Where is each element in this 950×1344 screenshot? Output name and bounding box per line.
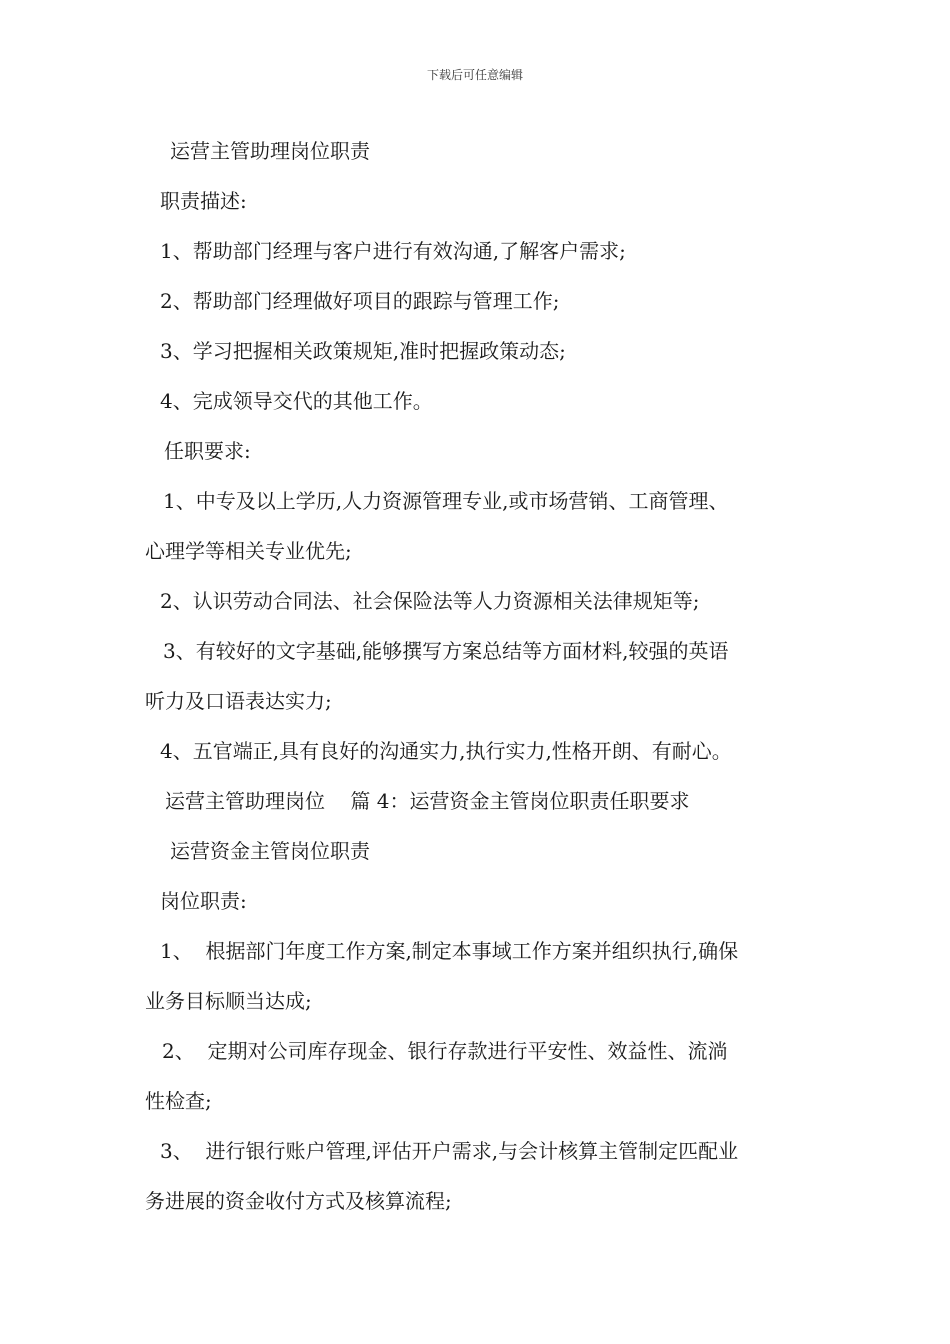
section-divider-line: 运营主管助理岗位 篇 4：运营资金主管岗位职责任职要求 <box>165 789 690 813</box>
subheading: 任职要求: <box>164 439 251 463</box>
list-item: 1、 根据部门年度工作方案,制定本事域工作方案并组织执行,确保 <box>160 939 739 963</box>
list-item-continuation: 听力及口语表达实力; <box>145 689 332 713</box>
list-item-continuation: 心理学等相关专业优先; <box>145 539 352 563</box>
list-item-continuation: 性检查; <box>145 1089 212 1113</box>
subheading: 职责描述: <box>160 189 247 213</box>
page-header: 下载后可任意编辑 <box>426 68 523 82</box>
list-item: 3、有较好的文字基础,能够撰写方案总结等方面材料,较强的英语 <box>163 639 729 663</box>
section-title: 运营资金主管岗位职责 <box>170 839 370 863</box>
list-item: 2、 定期对公司库存现金、银行存款进行平安性、效益性、流淌 <box>162 1039 728 1063</box>
list-item: 3、学习把握相关政策规矩,准时把握政策动态; <box>160 339 566 363</box>
section-title: 运营主管助理岗位职责 <box>170 139 370 163</box>
list-item: 3、 进行银行账户管理,评估开户需求,与会计核算主管制定匹配业 <box>160 1139 739 1163</box>
list-item: 4、五官端正,具有良好的沟通实力,执行实力,性格开朗、有耐心。 <box>160 739 732 763</box>
list-item-continuation: 务进展的资金收付方式及核算流程; <box>145 1189 452 1213</box>
list-item-continuation: 业务目标顺当达成; <box>145 989 312 1013</box>
list-item: 2、认识劳动合同法、社会保险法等人力资源相关法律规矩等; <box>160 589 700 613</box>
list-item: 2、帮助部门经理做好项目的跟踪与管理工作; <box>160 289 560 313</box>
list-item: 4、完成领导交代的其他工作。 <box>160 389 433 413</box>
list-item: 1、中专及以上学历,人力资源管理专业,或市场营销、工商管理、 <box>163 489 729 513</box>
list-item: 1、帮助部门经理与客户进行有效沟通,了解客户需求; <box>160 239 626 263</box>
subheading: 岗位职责: <box>160 889 247 913</box>
